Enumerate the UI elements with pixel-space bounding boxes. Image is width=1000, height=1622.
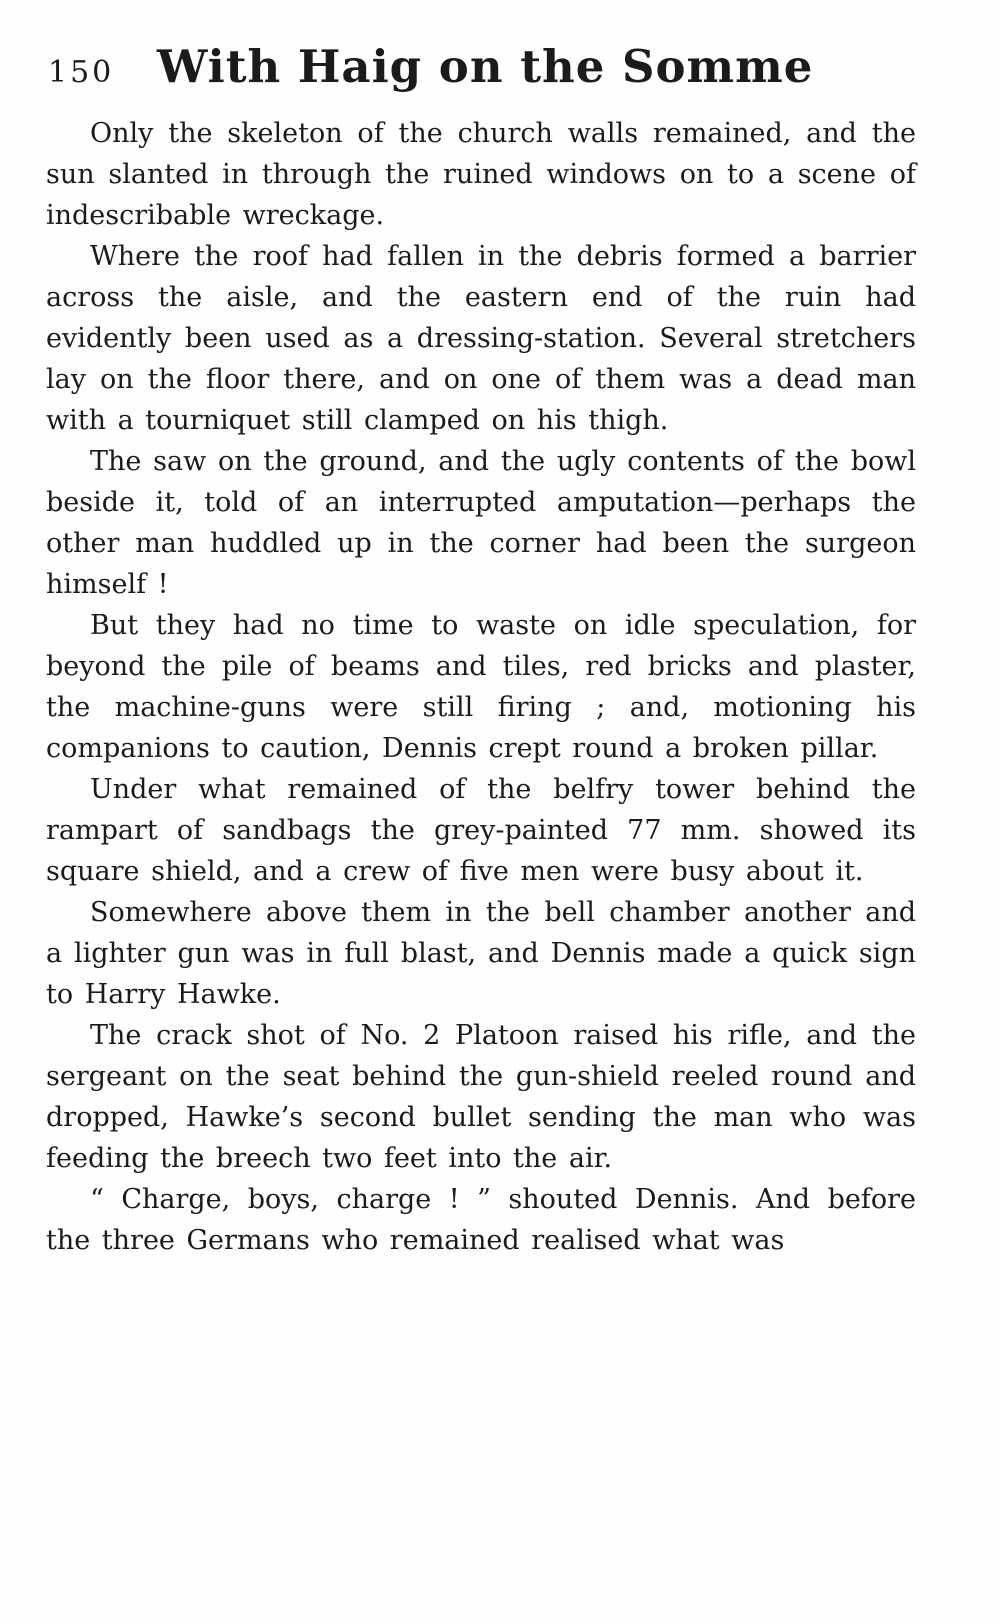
paragraph: The saw on the ground, and the ugly contents of the bowl beside it, told of an interrupted amputation—perhaps the other man huddled up in the corner had been the surgeon himself ! [46,446,916,600]
paragraph: The crack shot of No. 2 Platoon raised his rifle, and the sergeant on the seat behind the gun-shield reeled round and dropped, Hawke’s second bullet sending the man who was feeding the breech two feet into the air. [46,1020,916,1174]
paragraph: But they had no time to waste on idle speculation, for beyond the pile of beams and tiles, red bricks and plaster, the machine-guns were still firing ; and, motioning his companions to caution, Dennis crept round a broken pillar. [46,610,916,764]
paragraph: Somewhere above them in the bell chamber another and a lighter gun was in full blast, and Dennis made a quick sign to Harry Hawke. [46,897,916,1010]
page-number: 150 [48,55,115,90]
paragraph: Where the roof had fallen in the debris formed a barrier across the aisle, and the eastern end of the ruin had evidently been used as a dressing-station. Several stretchers lay on the floor there, and on one of them was a dead man with a tourniquet still clamped on his thigh. [46,241,916,436]
paragraph: Under what remained of the belfry tower behind the rampart of sandbags the grey-painted 77 mm. showed its square shield, and a crew of five men were busy about it. [46,774,916,887]
page-header [46,40,916,93]
running-title: With Haig on the Somme [156,40,814,93]
paragraph: “ Charge, boys, charge ! ” shouted Dennis. And before the three Germans who remained realised what was [46,1184,916,1256]
paragraph: Only the skeleton of the church walls remained, and the sun slanted in through the ruined windows on to a scene of indescribable wreckage. [46,118,916,231]
page-body [46,113,916,1261]
